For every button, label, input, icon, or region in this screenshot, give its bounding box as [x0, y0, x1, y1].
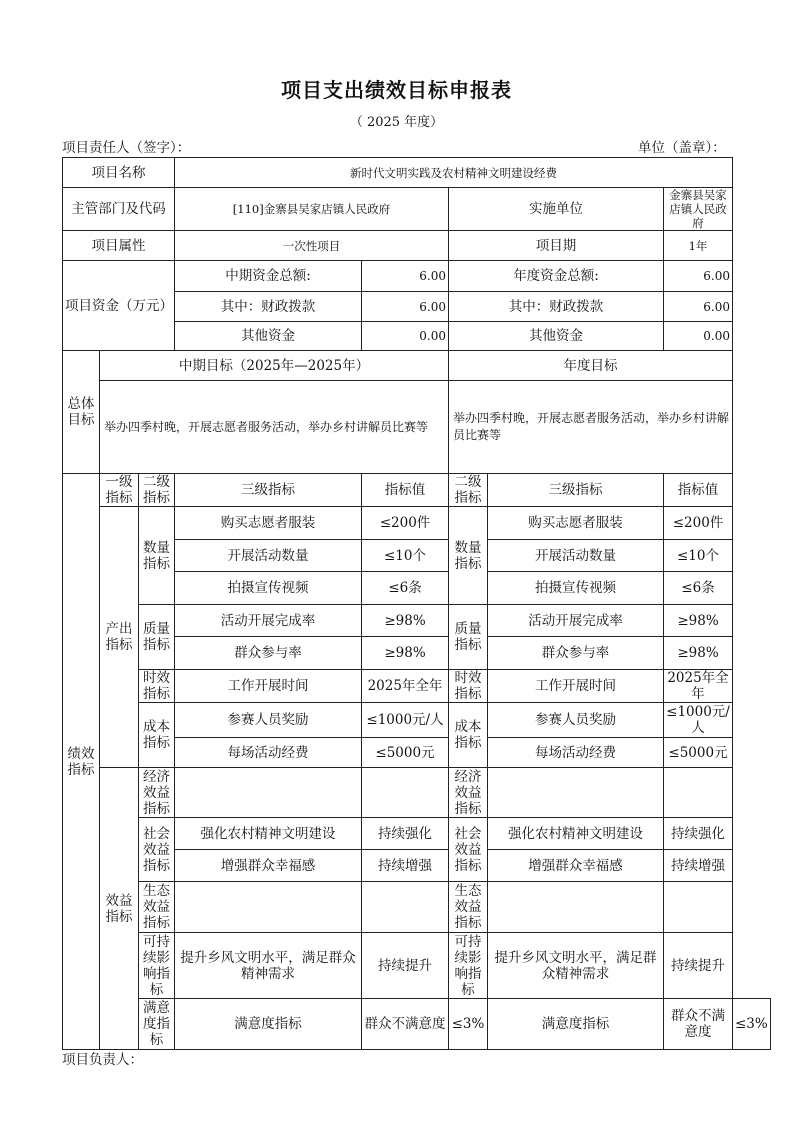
- indicator-value-mid: ≥98%: [362, 637, 449, 670]
- indicator-value-year: ≤200件: [664, 507, 733, 540]
- indicator-value-year: ≤3%: [733, 999, 771, 1050]
- year-total-label: 年度资金总额:: [449, 261, 664, 292]
- indicator-value-year: 持续增强: [664, 850, 733, 882]
- mid-total-label: 中期资金总额:: [175, 261, 362, 292]
- satisfaction-sub-label: 满意度指标: [175, 999, 362, 1050]
- indicator-name: 强化农村精神文明建设: [175, 818, 362, 850]
- indicator-value-mid: ≤5000元: [362, 738, 449, 768]
- indicator-value-year: ≤6条: [664, 572, 733, 605]
- responsible-signature-label: 项目责任人（签字）：: [62, 140, 191, 156]
- col-level1-header: 一级指标: [100, 474, 139, 507]
- indicator-name-year: 工作开展时间: [488, 670, 664, 703]
- impl-unit-label: 实施单位: [449, 188, 664, 231]
- col-value-header-year: 指标值: [664, 474, 733, 507]
- indicator-value-mid: ≤200件: [362, 507, 449, 540]
- social-benefit-label-year: 社会效益指标: [449, 818, 488, 882]
- indicator-name-year: [488, 768, 664, 818]
- dept-value: [110]金寨县吴家店镇人民政府: [175, 188, 449, 231]
- satisfaction-sub-label-year: 满意度指标: [488, 999, 664, 1050]
- indicator-name-year: 参赛人员奖励: [488, 703, 664, 738]
- indicator-value-year: ≤10个: [664, 540, 733, 572]
- performance-indicators-label: 绩效指标: [63, 474, 100, 1050]
- col-level2-header-year: 二级指标: [449, 474, 488, 507]
- indicator-name: 提升乡风文明水平，满足群众精神需求: [175, 933, 362, 999]
- year-goal-header: 年度目标: [449, 351, 733, 381]
- mid-other-value: 0.00: [362, 322, 449, 351]
- indicator-name: 开展活动数量: [175, 540, 362, 572]
- indicator-value-year: 2025年全年: [664, 670, 733, 703]
- indicator-value-year: ≥98%: [664, 605, 733, 637]
- economic-benefit-label: 经济效益指标: [139, 768, 175, 818]
- project-name-value: 新时代文明实践及农村精神文明建设经费: [175, 158, 733, 188]
- indicator-value-mid: 2025年全年: [362, 670, 449, 703]
- overall-goal-label: 总体目标: [63, 351, 100, 474]
- col-level2-header: 二级指标: [139, 474, 175, 507]
- project-attr-label: 项目属性: [63, 231, 175, 261]
- indicator-name-year: 增强群众幸福感: [488, 850, 664, 882]
- project-owner-label: 项目负责人：: [62, 1052, 143, 1068]
- year-goal-text: 举办四季村晚，开展志愿者服务活动，举办乡村讲解员比赛等: [449, 381, 733, 474]
- mid-fiscal-value: 6.00: [362, 292, 449, 322]
- indicator-value-year: [664, 768, 733, 818]
- project-name-label: 项目名称: [63, 158, 175, 188]
- ecological-benefit-label-year: 生态效益指标: [449, 882, 488, 933]
- cost-indicator-label: 成本指标: [139, 703, 175, 768]
- indicator-name-year: 群众不满意度: [664, 999, 733, 1050]
- project-attr-value: 一次性项目: [175, 231, 449, 261]
- mid-goal-text: 举办四季村晚，开展志愿者服务活动，举办乡村讲解员比赛等: [100, 381, 449, 474]
- col-level3-header: 三级指标: [175, 474, 362, 507]
- mid-total-value: 6.00: [362, 261, 449, 292]
- indicator-name-year: 每场活动经费: [488, 738, 664, 768]
- indicator-name: 每场活动经费: [175, 738, 362, 768]
- indicator-value-mid: 持续强化: [362, 818, 449, 850]
- indicator-value-mid: ≤10个: [362, 540, 449, 572]
- satisfaction-indicator-label: 满意度指标: [139, 999, 175, 1050]
- indicator-value-year: ≥98%: [664, 637, 733, 670]
- performance-goal-table: [62, 157, 771, 1050]
- impl-unit-value: 金寨县吴家店镇人民政府: [664, 188, 733, 231]
- indicator-value-mid: ≤3%: [449, 999, 488, 1050]
- indicator-name-year: 活动开展完成率: [488, 605, 664, 637]
- indicator-name: [175, 768, 362, 818]
- sustainable-impact-label: 可持续影响指标: [139, 933, 175, 999]
- project-period-label: 项目期: [449, 231, 664, 261]
- indicator-value-mid: ≤6条: [362, 572, 449, 605]
- indicator-name: 群众不满意度: [362, 999, 449, 1050]
- unit-seal-label: 单位（盖章）：: [638, 140, 726, 156]
- indicator-name-year: 拍摄宣传视频: [488, 572, 664, 605]
- indicator-value-mid: [362, 768, 449, 818]
- indicator-value-mid: 持续提升: [362, 933, 449, 999]
- page-title: 项目支出绩效目标申报表: [281, 78, 512, 102]
- indicator-value-year: 持续提升: [664, 933, 733, 999]
- year-fiscal-label: 其中：财政拨款: [449, 292, 664, 322]
- indicator-name-year: 强化农村精神文明建设: [488, 818, 664, 850]
- indicator-name: 群众参与率: [175, 637, 362, 670]
- indicator-name: 增强群众幸福感: [175, 850, 362, 882]
- economic-benefit-label-year: 经济效益指标: [449, 768, 488, 818]
- indicator-value-year: ≤5000元: [664, 738, 733, 768]
- mid-other-label: 其他资金: [175, 322, 362, 351]
- indicator-value-year: ≤1000元/人: [664, 703, 733, 738]
- timeliness-indicator-label-year: 时效指标: [449, 670, 488, 703]
- quantity-indicator-label-year: 数量指标: [449, 507, 488, 605]
- indicator-name-year: 群众参与率: [488, 637, 664, 670]
- mid-fiscal-label: 其中：财政拨款: [175, 292, 362, 322]
- year-other-value: 0.00: [664, 322, 733, 351]
- indicator-value-year: 持续强化: [664, 818, 733, 850]
- timeliness-indicator-label: 时效指标: [139, 670, 175, 703]
- indicator-name-year: [488, 882, 664, 933]
- funds-label: 项目资金（万元）: [63, 261, 175, 351]
- indicator-value-year: [664, 882, 733, 933]
- indicator-name-year: 提升乡风文明水平，满足群众精神需求: [488, 933, 664, 999]
- indicator-name-year: 开展活动数量: [488, 540, 664, 572]
- quality-indicator-label-year: 质量指标: [449, 605, 488, 670]
- ecological-benefit-label: 生态效益指标: [139, 882, 175, 933]
- year-other-label: 其他资金: [449, 322, 664, 351]
- year-total-value: 6.00: [664, 261, 733, 292]
- benefit-indicator-label: 效益指标: [100, 768, 139, 1050]
- quantity-indicator-label: 数量指标: [139, 507, 175, 605]
- indicator-name-year: 购买志愿者服装: [488, 507, 664, 540]
- project-period-value: 1年: [664, 231, 733, 261]
- social-benefit-label: 社会效益指标: [139, 818, 175, 882]
- indicator-name: 拍摄宣传视频: [175, 572, 362, 605]
- sustainable-impact-label-year: 可持续影响指标: [449, 933, 488, 999]
- mid-goal-header: 中期目标（2025年—2025年）: [100, 351, 449, 381]
- indicator-name: 工作开展时间: [175, 670, 362, 703]
- cost-indicator-label-year: 成本指标: [449, 703, 488, 768]
- indicator-name: 活动开展完成率: [175, 605, 362, 637]
- col-value-header: 指标值: [362, 474, 449, 507]
- indicator-value-mid: ≤1000元/人: [362, 703, 449, 738]
- indicator-name: 购买志愿者服装: [175, 507, 362, 540]
- year-fiscal-value: 6.00: [664, 292, 733, 322]
- indicator-name: [175, 882, 362, 933]
- dept-label: 主管部门及代码: [63, 188, 175, 231]
- year-line: （ 2025 年度）: [349, 115, 444, 130]
- indicator-name: 参赛人员奖励: [175, 703, 362, 738]
- indicator-value-mid: ≥98%: [362, 605, 449, 637]
- indicator-value-mid: 持续增强: [362, 850, 449, 882]
- output-indicator-label: 产出指标: [100, 507, 139, 768]
- col-level3-header-year: 三级指标: [488, 474, 664, 507]
- indicator-value-mid: [362, 882, 449, 933]
- quality-indicator-label: 质量指标: [139, 605, 175, 670]
